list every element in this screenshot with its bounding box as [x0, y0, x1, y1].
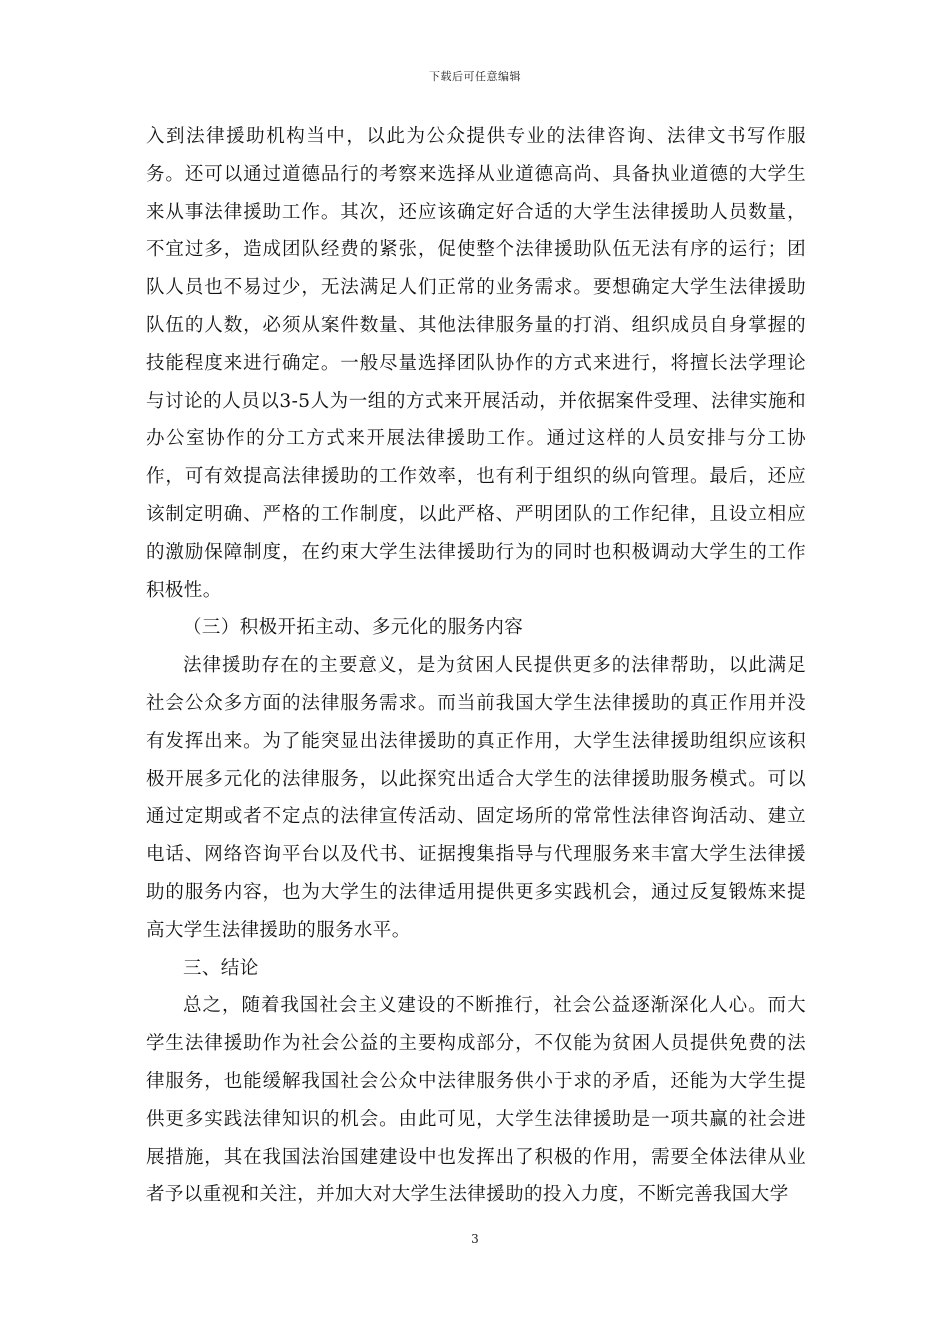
section-heading-conclusion: 三、结论 — [183, 957, 259, 979]
body-paragraph-1: 入到法律援助机构当中，以此为公众提供专业的法律咨询、法律文书写作服务。还可以通过道德品行的考察来选择从业道德高尚、具备执业道德的大学生来从事法律援助工作。其次，还应该确定好合适的大学生法律援助人员数量，不宜过多，造成团队经费的紧张，促使整个法律援助队伍无法有序的运行；团队人员也不易过少，无法满足人们正常的业务需求。要想确定大学生法律援助队伍的人数，必须从案件数量、其他法律服务量的打消、组织成员自身掌握的技能程度来进行确定。一般尽量选择团队协作的方式来进行，将擅长法学理论与讨论的人员以3-5人为一组的方式来开展活动，并依据案件受理、法律实施和办公室协作的分工方式来开展法律援助工作。通过这样的人员安排与分工协作，可有效提高法律援助的工作效率，也有利于组织的纵向管理。最后，还应该制定明确、严格的工作制度，以此严格、严明团队的工作纪律，且设立相应的激励保障制度，在约束大学生法律援助行为的同时也积极调动大学生的工作积极性。 — [146, 126, 806, 601]
document-body — [146, 118, 806, 1214]
section-heading-3: （三）积极开拓主动、多元化的服务内容 — [183, 617, 524, 639]
body-paragraph-2: 法律援助存在的主要意义，是为贫困人民提供更多的法律帮助，以此满足社会公众多方面的法律服务需求。而当前我国大学生法律援助的真正作用并没有发挥出来。为了能突显出法律援助的真正作用，大学生法律援助组织应该积极开展多元化的法律服务，以此探究出适合大学生的法律援助服务模式。可以通过定期或者不定点的法律宣传活动、固定场所的常常性法律咨询活动、建立电话、网络咨询平台以及代书、证据搜集指导与代理服务来丰富大学生法律援助的服务内容，也为大学生的法律适用提供更多实践机会，通过反复锻炼来提高大学生法律援助的服务水平。 — [146, 655, 806, 941]
page-header: 下载后可任意编辑 — [429, 70, 521, 83]
body-paragraph-3: 总之，随着我国社会主义建设的不断推行，社会公益逐渐深化人心。而大学生法律援助作为社会公益的主要构成部分，不仅能为贫困人员提供免费的法律服务，也能缓解我国社会公众中法律服务供小于求的矛盾，还能为大学生提供更多实践法律知识的机会。由此可见，大学生法律援助是一项共赢的社会进展措施，其在我国法治国建建设中也发挥出了积极的作用，需要全体法律从业者予以重视和关注，并加大对大学生法律援助的投入力度，不断完善我国大学 — [146, 995, 806, 1206]
page-number: 3 — [471, 1232, 479, 1246]
